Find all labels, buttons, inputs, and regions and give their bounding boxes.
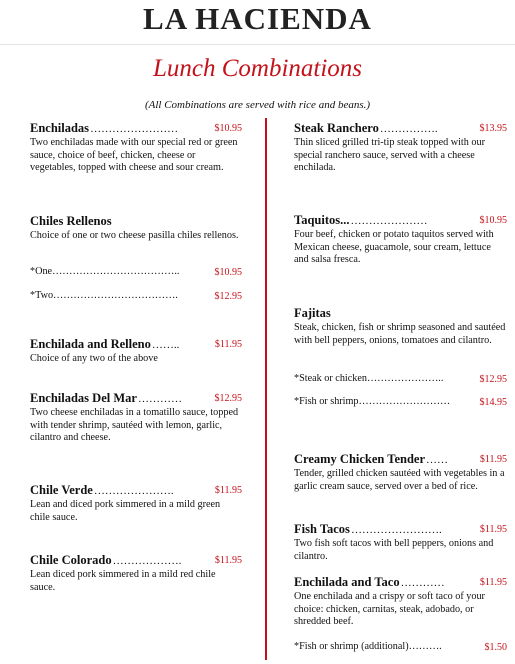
item-description: Two cheese enchiladas in a tomatillo sauce, topped with tender shrimp, sautéed with lemon, garlic, cilantro and cheese. xyxy=(30,407,239,443)
leader-dots: ………… xyxy=(137,393,182,405)
menu-item-chile-verde xyxy=(30,483,242,524)
option-price: $10.95 xyxy=(214,267,242,278)
item-price: $11.95 xyxy=(479,577,507,588)
item-description: Lean and diced pork simmered in a mild green chile sauce. xyxy=(30,499,221,523)
leader-dots: …… xyxy=(426,454,449,466)
option-price: $12.95 xyxy=(214,291,242,302)
item-name: Enchilada and Relleno xyxy=(30,337,151,351)
menu-item-chiles-rellenos xyxy=(30,214,242,243)
leader-dots: …….. xyxy=(151,339,180,351)
menu-item-fajitas xyxy=(294,306,507,347)
item-price: $11.95 xyxy=(214,339,242,350)
item-price: $10.95 xyxy=(479,215,507,226)
leader-dots: ……………………. xyxy=(350,524,442,536)
option-label: *Steak or chicken………………….. xyxy=(294,373,444,384)
item-description: Two fish soft tacos with bell peppers, onions and cilantro. xyxy=(294,538,494,562)
option-label: *One……………………………….. xyxy=(30,266,180,277)
item-name: Creamy Chicken Tender xyxy=(294,452,426,466)
item-name: Chile Colorado xyxy=(30,553,112,567)
item-price: $13.95 xyxy=(479,123,507,134)
item-price: $11.95 xyxy=(479,454,507,465)
item-description: Two enchiladas made with our special red or green sauce, choice of beef, chicken, cheese or vegetables, topped with cheese and sour cream. xyxy=(30,137,238,173)
item-price: $11.95 xyxy=(479,524,507,535)
option-two xyxy=(30,290,242,301)
restaurant-name: LA HACIENDA xyxy=(143,1,372,36)
item-name: Taquitos... xyxy=(294,213,350,227)
leader-dots: ……………. xyxy=(379,123,438,135)
item-name: Chiles Rellenos xyxy=(30,214,112,228)
item-name: Steak Ranchero xyxy=(294,121,379,135)
option-price: $1.50 xyxy=(484,642,507,653)
option-price: $12.95 xyxy=(479,374,507,385)
item-description: Tender, grilled chicken sautéed with vegetables in a garlic cream sauce, served over a bed of rice. xyxy=(294,468,505,492)
header-rule xyxy=(0,44,515,45)
section-title: Lunch Combinations xyxy=(152,55,363,82)
menu-item-steak-ranchero xyxy=(294,121,507,175)
item-name: Enchilada and Taco xyxy=(294,575,400,589)
option-label: *Two………………………………. xyxy=(30,290,178,301)
option-label: *Fish or shrimp (additional)………. xyxy=(294,641,442,652)
item-description: Choice of any two of the above xyxy=(30,353,158,364)
menu-item-creamy-chicken-tender xyxy=(294,452,507,493)
leader-dots: ………… xyxy=(400,577,445,589)
item-price: $11.95 xyxy=(214,555,242,566)
menu-item-chile-colorado xyxy=(30,553,242,594)
item-description: Lean diced pork simmered in a mild red chile sauce. xyxy=(30,569,216,593)
item-name: Chile Verde xyxy=(30,483,93,497)
item-price: $11.95 xyxy=(214,485,242,496)
leader-dots: ………………… xyxy=(350,215,428,227)
option-fish-or-shrimp-additional xyxy=(294,641,507,652)
item-price: $10.95 xyxy=(214,123,242,134)
item-description: Four beef, chicken or potato taquitos served with Mexican cheese, guacamole, sour cream, lettuce and salsa fresca. xyxy=(294,229,494,265)
menu-item-enchilada-and-taco xyxy=(294,575,507,629)
item-description: Choice of one or two cheese pasilla chiles rellenos. xyxy=(30,230,239,241)
item-description: Steak, chicken, fish or shrimp seasoned and sautéed with bell peppers, onions, tomatoes and cilantro. xyxy=(294,322,506,346)
leader-dots: ………………. xyxy=(112,555,182,567)
column-divider xyxy=(265,118,267,660)
item-description: One enchilada and a crispy or soft taco of your choice: chicken, carnitas, steak, adobado, or shredded beef. xyxy=(294,591,485,627)
option-one xyxy=(30,266,242,277)
option-steak-or-chicken xyxy=(294,373,507,384)
item-name: Fish Tacos xyxy=(294,522,350,536)
menu-item-taquitos xyxy=(294,213,507,267)
item-price: $12.95 xyxy=(214,393,242,404)
menu-item-enchiladas-del-mar xyxy=(30,391,242,445)
item-description: Thin sliced grilled tri-tip steak topped with our special ranchero sauce, served with a cheese enchilada. xyxy=(294,137,485,173)
item-name: Enchiladas xyxy=(30,121,90,135)
leader-dots: …………………. xyxy=(93,485,174,497)
option-label: *Fish or shrimp……………………… xyxy=(294,396,451,407)
item-name: Enchiladas Del Mar xyxy=(30,391,137,405)
menu-item-fish-tacos xyxy=(294,522,507,563)
menu-item-enchiladas xyxy=(30,121,242,175)
subtitle: (All Combinations are served with rice and beans.) xyxy=(144,99,371,111)
leader-dots: …………………… xyxy=(90,123,179,135)
option-fish-or-shrimp xyxy=(294,396,507,407)
menu-item-enchilada-and-relleno xyxy=(30,337,242,366)
item-name: Fajitas xyxy=(294,306,331,320)
option-price: $14.95 xyxy=(479,397,507,408)
